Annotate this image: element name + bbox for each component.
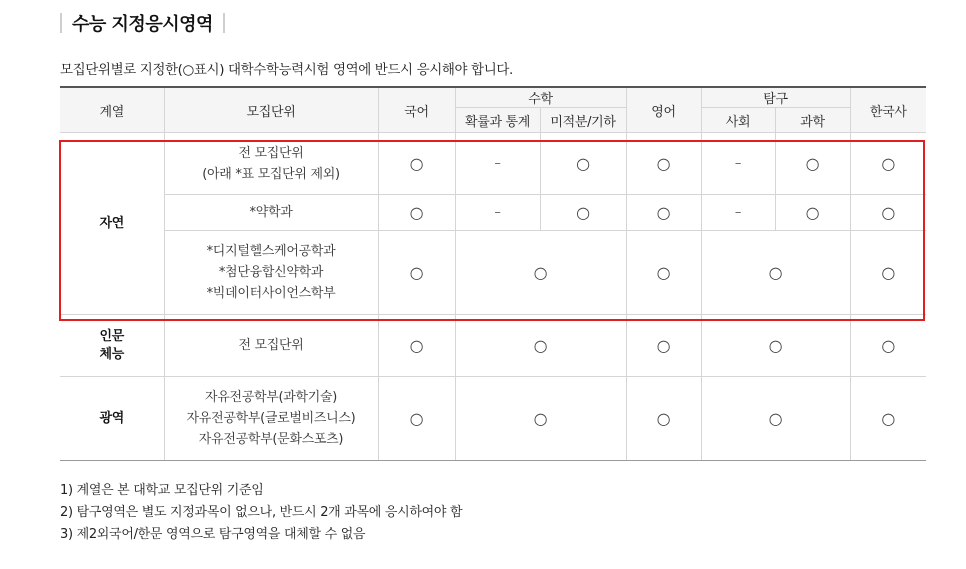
math-prob-cell: – [455, 195, 540, 231]
header-inquiry-social: 사회 [701, 108, 775, 133]
header-unit: 모집단위 [164, 87, 378, 133]
group-cell: 자연 [60, 133, 164, 315]
header-inquiry: 탐구 [701, 87, 850, 108]
group-cell: 광역 [60, 377, 164, 461]
footnotes [60, 480, 462, 546]
unit-line: 전 모집단위 [238, 145, 304, 161]
footnote: 1) 계열은 본 대학교 모집단위 기준임 [60, 483, 264, 498]
unit-line: 자유전공학부(글로벌비즈니스) [186, 411, 356, 426]
page-title: 수능 지정응시영역 [72, 14, 213, 35]
korean-cell: ○ [378, 231, 455, 315]
korean-cell: ○ [378, 133, 455, 195]
english-cell: ○ [626, 231, 701, 315]
unit-cell [164, 315, 378, 377]
footnote: 3) 제2외국어/한문 영역으로 탐구영역을 대체할 수 없음 [60, 527, 366, 542]
group-line: 체능 [99, 346, 125, 362]
table-header-row [60, 87, 926, 108]
title-right-bar [223, 13, 225, 33]
inquiry-cell: ○ [701, 315, 850, 377]
group-line: 인문 [99, 328, 125, 344]
history-cell: ○ [850, 315, 926, 377]
inquiry-social-cell: – [701, 195, 775, 231]
math-cell: ○ [455, 231, 626, 315]
english-cell: ○ [626, 133, 701, 195]
requirements-table [60, 86, 926, 461]
unit-line: *첨단융합신약학과 [218, 265, 324, 280]
unit-cell [164, 133, 378, 195]
header-english: 영어 [626, 87, 701, 133]
korean-cell: ○ [378, 315, 455, 377]
unit-line: *디지털헬스케어공학과 [206, 244, 336, 259]
inquiry-cell: ○ [701, 231, 850, 315]
header-korean: 국어 [378, 87, 455, 133]
header-inquiry-science: 과학 [775, 108, 850, 133]
page-subtitle: 모집단위별로 지정한(○표시) 대학수학능력시험 영역에 반드시 응시해야 합니다. [60, 62, 513, 78]
unit-line: 자유전공학부(문화스포츠) [198, 432, 344, 447]
english-cell: ○ [626, 195, 701, 231]
table-row [60, 377, 926, 461]
header-math: 수학 [455, 87, 626, 108]
history-cell: ○ [850, 133, 926, 195]
inquiry-cell: ○ [701, 377, 850, 461]
unit-line: 전 모집단위 [238, 338, 304, 353]
math-cell: ○ [455, 377, 626, 461]
korean-cell: ○ [378, 195, 455, 231]
title-row [60, 10, 225, 36]
math-calc-cell: ○ [540, 133, 626, 195]
unit-line: *약학과 [249, 205, 293, 220]
unit-line: *빅데이터사이언스학부 [206, 286, 336, 301]
header-math-prob: 확률과 통계 [455, 108, 540, 133]
header-group: 계열 [60, 87, 164, 133]
unit-line: 자유전공학부(과학기술) [204, 390, 338, 405]
table-row [60, 231, 926, 315]
history-cell: ○ [850, 195, 926, 231]
math-prob-cell: – [455, 133, 540, 195]
unit-line: (아래 *표 모집단위 제외) [202, 166, 340, 182]
math-cell: ○ [455, 315, 626, 377]
history-cell: ○ [850, 377, 926, 461]
table-row [60, 315, 926, 377]
inquiry-science-cell: ○ [775, 195, 850, 231]
inquiry-science-cell: ○ [775, 133, 850, 195]
korean-cell: ○ [378, 377, 455, 461]
unit-cell [164, 377, 378, 461]
english-cell: ○ [626, 377, 701, 461]
title-left-bar [60, 13, 62, 33]
header-math-calc: 미적분/기하 [540, 108, 626, 133]
footnote: 2) 탐구영역은 별도 지정과목이 없으나, 반드시 2개 과목에 응시하여야 함 [60, 505, 463, 520]
english-cell: ○ [626, 315, 701, 377]
unit-cell [164, 231, 378, 315]
group-cell [60, 315, 164, 377]
table-row [60, 133, 926, 195]
unit-cell [164, 195, 378, 231]
table-row [60, 195, 926, 231]
header-history: 한국사 [850, 87, 926, 133]
history-cell: ○ [850, 231, 926, 315]
math-calc-cell: ○ [540, 195, 626, 231]
inquiry-social-cell: – [701, 133, 775, 195]
